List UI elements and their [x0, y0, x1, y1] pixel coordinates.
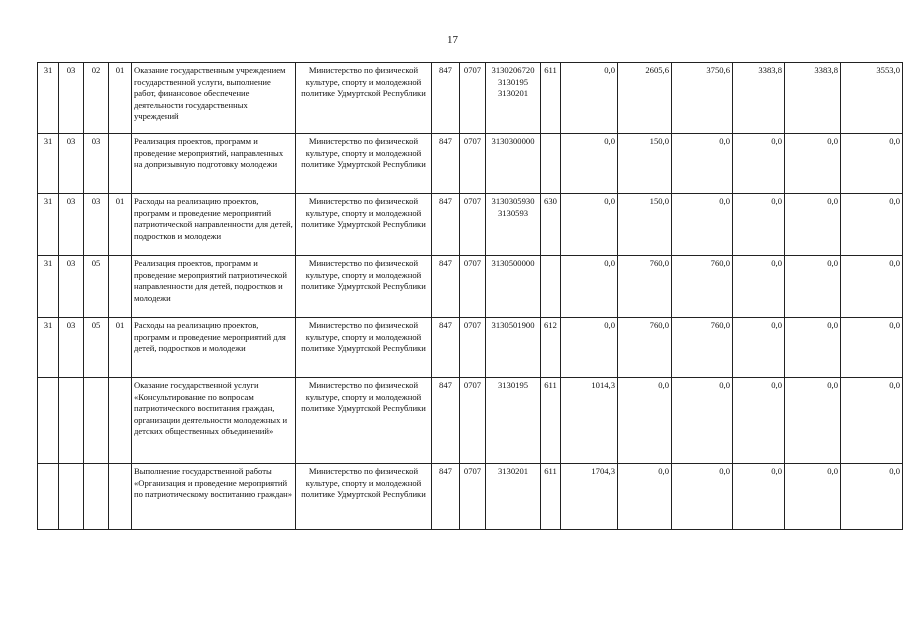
value-cell-2: 150,0 [618, 194, 672, 256]
value-cell-2: 760,0 [618, 318, 672, 378]
value-cell-3: 0,0 [672, 378, 733, 464]
main-event-code-cell [84, 464, 109, 530]
event-code-cell [109, 378, 132, 464]
value-cell-4: 0,0 [733, 378, 785, 464]
ministry-cell: Министерство по физической культуре, спорту и молодежной политике Удмуртской Республики [296, 318, 432, 378]
rzpr-cell: 0707 [460, 134, 486, 194]
vr-cell: 612 [541, 318, 561, 378]
target-article-cell [486, 378, 541, 464]
value-cell-5: 0,0 [785, 378, 841, 464]
vr-cell: 611 [541, 63, 561, 134]
value-cell-6: 0,0 [841, 256, 903, 318]
subprogram-code-cell: 03 [59, 256, 84, 318]
event-name-cell: Расходы на реализацию проектов, программ и проведение мероприятий для детей, подростков и молодежи [132, 318, 296, 378]
rzpr-cell: 0707 [460, 318, 486, 378]
event-code-cell: 01 [109, 194, 132, 256]
value-cell-4: 0,0 [733, 464, 785, 530]
value-cell-5: 0,0 [785, 134, 841, 194]
subprogram-code-cell: 03 [59, 134, 84, 194]
rzpr-cell: 0707 [460, 256, 486, 318]
value-cell-1: 0,0 [561, 256, 618, 318]
value-cell-2: 2605,6 [618, 63, 672, 134]
target-article-code: 3130501900 [491, 320, 535, 330]
ministry-cell: Министерство по физической культуре, спорту и молодежной политике Удмуртской Республики [296, 134, 432, 194]
main-event-code-cell: 03 [84, 194, 109, 256]
value-cell-3: 0,0 [672, 194, 733, 256]
table-row [38, 194, 903, 256]
page-number: 17 [447, 34, 458, 46]
grbs-cell: 847 [432, 318, 460, 378]
vr-cell: 611 [541, 378, 561, 464]
target-article-cell [486, 63, 541, 134]
table-row [38, 256, 903, 318]
event-name-cell: Оказание государственным учреждением государственной услуги, выполнение работ, финансовое обеспечение деятельности государственных учреждений [132, 63, 296, 134]
program-code-cell [38, 378, 59, 464]
value-cell-6: 0,0 [841, 194, 903, 256]
value-cell-6: 0,0 [841, 134, 903, 194]
program-code-cell: 31 [38, 194, 59, 256]
value-cell-5: 0,0 [785, 318, 841, 378]
subprogram-code-cell: 03 [59, 63, 84, 134]
grbs-cell: 847 [432, 256, 460, 318]
value-cell-5: 0,0 [785, 256, 841, 318]
table-body [38, 63, 903, 530]
event-code-cell: 01 [109, 63, 132, 134]
grbs-cell: 847 [432, 464, 460, 530]
rzpr-cell: 0707 [460, 194, 486, 256]
subprogram-code-cell: 03 [59, 194, 84, 256]
table-row [38, 318, 903, 378]
vr-cell [541, 256, 561, 318]
budget-table [37, 62, 903, 530]
target-article-code: 3130201 [497, 88, 529, 99]
value-cell-6: 3553,0 [841, 63, 903, 134]
value-cell-4: 3383,8 [733, 63, 785, 134]
value-cell-2: 150,0 [618, 134, 672, 194]
value-cell-4: 0,0 [733, 134, 785, 194]
value-cell-2: 760,0 [618, 256, 672, 318]
target-article-code: 3130195 [497, 380, 529, 390]
target-article-code: 3130195 [497, 76, 529, 87]
value-cell-2: 0,0 [618, 378, 672, 464]
subprogram-code-cell: 03 [59, 318, 84, 378]
event-name-cell: Реализация проектов, программ и проведение мероприятий, направленных на допризывную подготовку молодежи [132, 134, 296, 194]
vr-cell: 630 [541, 194, 561, 256]
program-code-cell: 31 [38, 63, 59, 134]
target-article-code: 3130305930 [491, 196, 535, 206]
event-code-cell [109, 134, 132, 194]
vr-cell: 611 [541, 464, 561, 530]
target-article-code: 3130201 [497, 466, 529, 476]
event-name-cell: Оказание государственной услуги «Консультирование по вопросам патриотического воспитания граждан, организации деятельности молодежных и детских общественных объединений» [132, 378, 296, 464]
subprogram-code-cell [59, 464, 84, 530]
main-event-code-cell: 02 [84, 63, 109, 134]
target-article-code: 3130500000 [491, 258, 535, 268]
value-cell-3: 0,0 [672, 134, 733, 194]
value-cell-1: 1014,3 [561, 378, 618, 464]
value-cell-3: 0,0 [672, 464, 733, 530]
event-name-cell: Реализация проектов, программ и проведение мероприятий патриотической направленности для детей, подростков и молодежи [132, 256, 296, 318]
value-cell-1: 0,0 [561, 63, 618, 134]
event-code-cell [109, 256, 132, 318]
vr-cell [541, 134, 561, 194]
event-name-cell: Расходы на реализацию проектов, программ и проведение мероприятий патриотической направленности для детей, подростков и молодежи [132, 194, 296, 256]
grbs-cell: 847 [432, 134, 460, 194]
table-row [38, 464, 903, 530]
event-code-cell: 01 [109, 318, 132, 378]
table-row [38, 378, 903, 464]
value-cell-1: 0,0 [561, 318, 618, 378]
target-article-cell [486, 256, 541, 318]
value-cell-1: 0,0 [561, 134, 618, 194]
event-name-cell: Выполнение государственной работы «Организация и проведение мероприятий по патриотическому воспитанию граждан» [132, 464, 296, 530]
target-article-code: 3130593 [497, 207, 529, 218]
ministry-cell: Министерство по физической культуре, спорту и молодежной политике Удмуртской Республики [296, 194, 432, 256]
ministry-cell: Министерство по физической культуре, спорту и молодежной политике Удмуртской Республики [296, 63, 432, 134]
value-cell-3: 3750,6 [672, 63, 733, 134]
grbs-cell: 847 [432, 378, 460, 464]
target-article-cell [486, 194, 541, 256]
program-code-cell: 31 [38, 134, 59, 194]
rzpr-cell: 0707 [460, 63, 486, 134]
value-cell-5: 0,0 [785, 464, 841, 530]
value-cell-4: 0,0 [733, 318, 785, 378]
value-cell-1: 1704,3 [561, 464, 618, 530]
rzpr-cell: 0707 [460, 378, 486, 464]
value-cell-6: 0,0 [841, 464, 903, 530]
program-code-cell: 31 [38, 256, 59, 318]
target-article-code: 3130300000 [491, 136, 535, 146]
grbs-cell: 847 [432, 63, 460, 134]
main-event-code-cell [84, 378, 109, 464]
value-cell-5: 3383,8 [785, 63, 841, 134]
value-cell-2: 0,0 [618, 464, 672, 530]
table-row [38, 134, 903, 194]
value-cell-3: 760,0 [672, 318, 733, 378]
grbs-cell: 847 [432, 194, 460, 256]
value-cell-3: 760,0 [672, 256, 733, 318]
value-cell-1: 0,0 [561, 194, 618, 256]
target-article-cell [486, 134, 541, 194]
value-cell-4: 0,0 [733, 256, 785, 318]
rzpr-cell: 0707 [460, 464, 486, 530]
ministry-cell: Министерство по физической культуре, спорту и молодежной политике Удмуртской Республики [296, 256, 432, 318]
target-article-code: 3130206720 [491, 65, 535, 75]
main-event-code-cell: 03 [84, 134, 109, 194]
program-code-cell [38, 464, 59, 530]
target-article-cell [486, 318, 541, 378]
subprogram-code-cell [59, 378, 84, 464]
program-code-cell: 31 [38, 318, 59, 378]
ministry-cell: Министерство по физической культуре, спорту и молодежной политике Удмуртской Республики [296, 378, 432, 464]
value-cell-6: 0,0 [841, 378, 903, 464]
value-cell-6: 0,0 [841, 318, 903, 378]
ministry-cell: Министерство по физической культуре, спорту и молодежной политике Удмуртской Республики [296, 464, 432, 530]
event-code-cell [109, 464, 132, 530]
main-event-code-cell: 05 [84, 256, 109, 318]
table-row [38, 63, 903, 134]
value-cell-5: 0,0 [785, 194, 841, 256]
value-cell-4: 0,0 [733, 194, 785, 256]
target-article-cell [486, 464, 541, 530]
main-event-code-cell: 05 [84, 318, 109, 378]
